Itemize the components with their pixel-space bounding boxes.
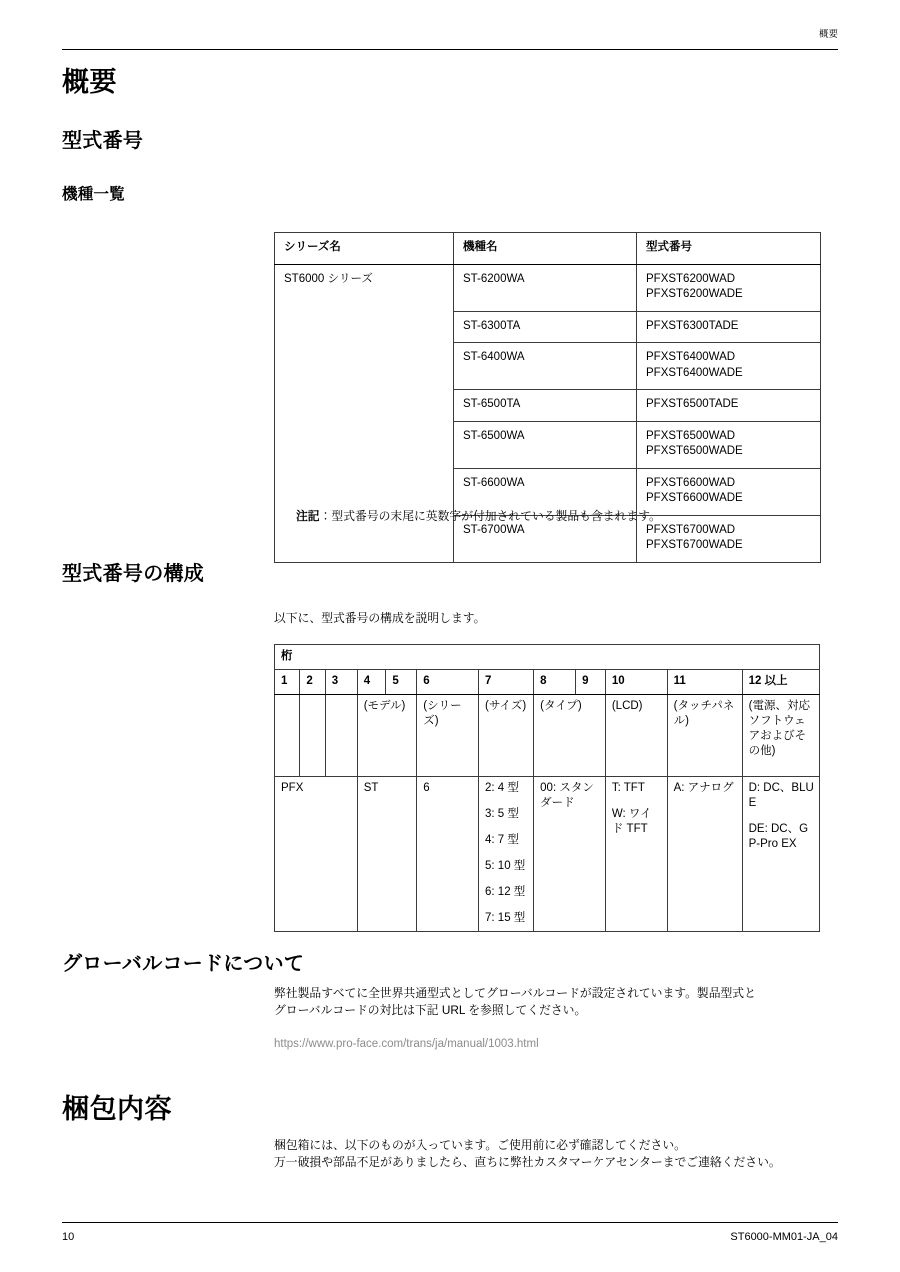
- part-number: PFXST6500TADE: [646, 398, 739, 410]
- digit-header-1: 1: [275, 670, 300, 695]
- part-number: PFXST6400WAD: [646, 351, 736, 363]
- label-cell-series: (シリーズ): [417, 695, 479, 777]
- value-cell-model: ST: [357, 777, 417, 932]
- part-number: PFXST6400WADE: [646, 366, 743, 379]
- part-number: PFXST6500WADE: [646, 445, 743, 457]
- digit-header-5: 5: [386, 670, 417, 695]
- label-cell-type: (タイプ): [534, 695, 606, 777]
- part-number: PFXST6600WADE: [646, 492, 743, 504]
- column-header-partno: 型式番号: [637, 233, 821, 265]
- value-cell-lcd: [605, 777, 667, 932]
- column-header-model: 機種名: [454, 233, 637, 265]
- size-option: 4: 7 型: [485, 834, 519, 846]
- size-option: 5: 10 型: [485, 860, 526, 872]
- part-number-cell: [637, 311, 821, 343]
- part-number-cell: [637, 468, 821, 515]
- size-option: 2: 4 型: [485, 782, 519, 794]
- global-code-line-1: 弊社製品すべてに全世界共通型式としてグローバルコードが設定されています。製品型式と: [274, 986, 756, 1000]
- value-cell-touch-panel: [667, 777, 742, 932]
- label-cell-power-etc: (電源、対応ソフトウェアおよびその他): [742, 695, 819, 777]
- value-cell-series: 6: [417, 777, 479, 932]
- section-heading-global-code: グローバルコードについて: [62, 953, 305, 975]
- digit-header-3: 3: [325, 670, 357, 695]
- label-cell-size: (サイズ): [479, 695, 534, 777]
- part-number: PFXST6700WADE: [646, 539, 743, 551]
- structure-intro-text: 以下に、型式番号の構成を説明します。: [274, 611, 486, 625]
- note-separator: ：: [319, 509, 332, 523]
- part-number: PFXST6600WAD: [646, 476, 736, 489]
- structure-caption: 桁: [275, 645, 820, 670]
- part-number: PFXST6500WAD: [646, 429, 736, 442]
- structure-caption-row: [275, 645, 820, 670]
- section-heading-model-number: 型式番号: [62, 130, 144, 152]
- label-cell-2: [300, 695, 325, 777]
- table-note: [296, 508, 661, 525]
- note-text: 型式番号の末尾に英数字が付加されている製品も含まれます。: [331, 509, 661, 523]
- model-name-cell: ST-6200WA: [454, 264, 637, 311]
- model-name-cell: ST-6500WA: [454, 421, 637, 468]
- part-number-cell: [637, 421, 821, 468]
- digit-header-row: [275, 670, 820, 695]
- column-header-series: シリーズ名: [275, 233, 454, 265]
- page-number: 10: [62, 1231, 75, 1243]
- size-option: 3: 5 型: [485, 808, 519, 820]
- model-name-cell: ST-6700WA: [454, 515, 637, 562]
- part-number: PFXST6200WADE: [646, 288, 743, 300]
- label-cell-3: [325, 695, 357, 777]
- part-number-cell: [637, 390, 821, 422]
- part-number-cell: [637, 264, 821, 311]
- value-cell-size: [479, 777, 534, 932]
- section-heading-package-contents: 梱包内容: [62, 1094, 172, 1124]
- page-title: 概要: [62, 67, 117, 97]
- subsection-heading-model-list: 機種一覧: [62, 186, 125, 203]
- structure-label-row: [275, 695, 820, 777]
- package-line-1: 梱包箱には、以下のものが入っています。ご使用前に必ず確認してください。: [274, 1138, 686, 1152]
- header-rule: [62, 49, 838, 50]
- type-option: 00: スタンダード: [540, 782, 594, 809]
- note-label: 注記: [296, 509, 320, 523]
- structure-value-row: [275, 777, 820, 932]
- digit-header-7: 7: [479, 670, 534, 695]
- number-structure-table: [274, 644, 820, 932]
- model-name-cell: ST-6400WA: [454, 343, 637, 390]
- label-cell-model: (モデル): [357, 695, 417, 777]
- digit-header-11: 11: [667, 670, 742, 695]
- digit-header-2: 2: [300, 670, 325, 695]
- package-line-2: 万一破損や部品不足がありましたら、直ちに弊社カスタマーケアセンターまでご連絡ください。: [274, 1155, 781, 1169]
- lcd-option: T: TFT: [611, 782, 645, 794]
- digit-header-6: 6: [417, 670, 479, 695]
- part-number-cell: [637, 343, 821, 390]
- running-header: 概要: [818, 29, 838, 40]
- section-heading-number-structure: 型式番号の構成: [62, 563, 205, 585]
- digit-header-8: 8: [534, 670, 576, 695]
- table-header-row: [275, 233, 821, 265]
- series-name-cell: ST6000 シリーズ: [275, 264, 454, 562]
- part-number: PFXST6300TADE: [646, 319, 739, 332]
- digit-header-12: 12 以上: [742, 670, 819, 695]
- part-number: PFXST6700WAD: [646, 523, 736, 536]
- footer-rule: [62, 1222, 838, 1223]
- global-code-line-2: グローバルコードの対比は下記 URL を参照してください。: [274, 1003, 587, 1017]
- table-row: [275, 264, 821, 311]
- model-name-cell: ST-6500TA: [454, 390, 637, 422]
- size-option: 7: 15 型: [485, 912, 526, 924]
- part-number: PFXST6200WAD: [646, 272, 736, 285]
- digit-header-4: 4: [357, 670, 386, 695]
- digit-header-9: 9: [576, 670, 606, 695]
- global-code-url[interactable]: https://www.pro-face.com/trans/ja/manual/1003.html: [274, 1038, 539, 1050]
- package-contents-text: [274, 1137, 834, 1171]
- label-cell-1: [275, 695, 300, 777]
- part-number-cell: [637, 515, 821, 562]
- lcd-option: W: ワイド TFT: [611, 808, 652, 835]
- model-name-cell: ST-6300TA: [454, 311, 637, 343]
- digit-header-10: 10: [605, 670, 667, 695]
- touch-panel-option: A: アナログ: [673, 782, 734, 794]
- size-option: 6: 12 型: [485, 886, 526, 898]
- model-name-cell: ST-6600WA: [454, 468, 637, 515]
- global-code-text: [274, 985, 830, 1019]
- document-code: ST6000-MM01-JA_04: [730, 1231, 838, 1243]
- value-cell-prefix: PFX: [275, 777, 358, 932]
- power-option: D: DC、BLUE: [748, 782, 814, 809]
- value-cell-power-etc: [742, 777, 819, 932]
- label-cell-lcd: (LCD): [605, 695, 667, 777]
- label-cell-touch-panel: (タッチパネル): [667, 695, 742, 777]
- value-cell-type: [534, 777, 606, 932]
- power-option: DE: DC、GP-Pro EX: [748, 823, 809, 850]
